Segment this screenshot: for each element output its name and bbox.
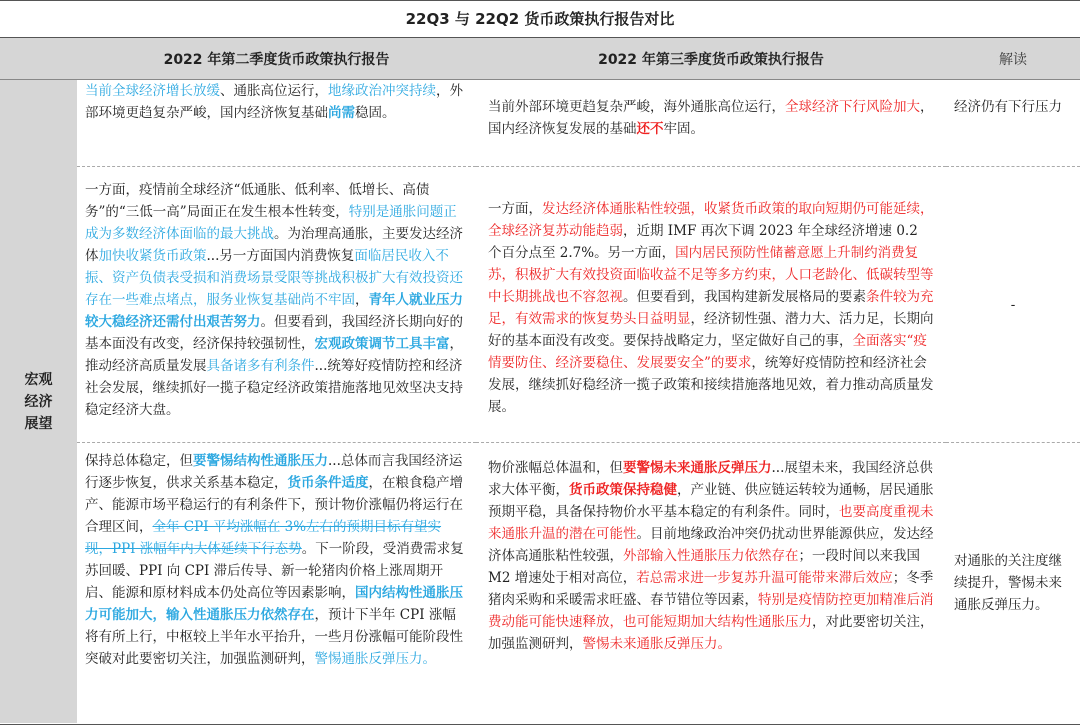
text-segment: 地缘政治冲突持续	[328, 83, 436, 99]
text-segment: 全面落实“疫情要防住、经济要稳住、发展要安全”的要求	[488, 333, 927, 371]
text-segment: 。目前地缘政治冲突仍扰动世界能源供应，发达经济体高通胀粘性较强，	[488, 526, 934, 564]
text-segment: 尚需	[328, 105, 355, 121]
text-segment: 具备诸多有利条件	[206, 358, 315, 374]
text-segment: 牢固。	[663, 121, 704, 137]
q2-row-1	[77, 80, 476, 166]
text-segment: 还不	[636, 121, 664, 137]
q2-row-3	[77, 442, 476, 723]
text-segment: 。但要看到，我国构建新发展格局的要素	[623, 289, 866, 305]
text-segment: ，对此要密切关注，加强监测研判，	[488, 614, 934, 652]
text-segment: 。为治理高通胀，主要发达经济体	[85, 226, 463, 264]
text-segment: 特别是疫情防控更加精准后消费动能可能快速释放，也可能短期加大结构性通胀压力	[488, 592, 934, 630]
interp-row-3: 对通胀的关注度继续提升，警惕未来通胀反弹压力。	[946, 442, 1080, 723]
text-segment: ...总体而言我国经济运行逐步恢复，供求关系基本稳定，	[85, 453, 463, 491]
text-segment: ，	[355, 292, 369, 308]
q3-row-2	[476, 166, 946, 442]
text-segment: 一方面，疫情前全球经济“低通胀、低利率、低增长、高债务”的“三低一高”局面正在发生根本性转变，	[85, 182, 430, 220]
text-segment: ...统筹好疫情防控和经济社会发展，继续抓好一揽子稳定经济政策措施落地见效坚决支持稳定经济大盘。	[85, 358, 463, 418]
text-segment: ，预计下半年 CPI 涨幅将有所上行，中枢较上半年水平抬升，一些月份涨幅可能阶段性突破对此要密切关注，加强监测研判，	[85, 607, 463, 667]
text-segment: 、通胀高位运行，	[220, 83, 328, 99]
q3-row-3	[476, 442, 946, 723]
text-segment: 保持总体稳定，但	[85, 453, 193, 469]
text-segment: 。下一阶段，受消费需求复苏回暖、PPI 向 CPI 滞后传导、新一轮猪肉价格上涨周期开启、能源和原材料成本仍处高位等因素影响，	[85, 541, 464, 601]
header-interp: 解读	[999, 51, 1027, 68]
text-segment: ，外部环境更趋复杂严峻，国内经济恢复基础	[85, 83, 463, 121]
interp-row-1: 经济仍有下行压力	[954, 99, 1062, 115]
text-segment: ...展望未来，我国经济总供求大体平衡，	[488, 460, 933, 498]
text-segment: ，近期 IMF 再次下调 2023 年全球经济增速 0.2 个百分点至 2.7%。另一方面，	[488, 223, 918, 261]
text-segment: 当前全球经济增长放缓	[85, 83, 220, 99]
text-segment: 面临居民收入不振、资产负债表受损和消费场景受限等挑战积极扩大有效投资还存在一些难点堵点，服务业恢复基础尚不牢固	[85, 248, 463, 308]
text-segment: 国内结构性通胀压力可能加大，输入性通胀压力依然存在	[85, 585, 463, 623]
text-segment: 要警惕结构性通胀压力	[193, 453, 328, 469]
header-q3: 2022 年第三季度货币政策执行报告	[598, 51, 824, 68]
text-segment: 警惕通胀反弹压力。	[314, 651, 436, 667]
text-segment: 青年人就业压力较大稳经济还需付出艰苦努力	[85, 292, 463, 330]
text-segment: 国内居民预防性储蓄意愿上升制约消费复苏，积极扩大有效投资面临收益不足等多方约束，人口老龄化、低碳转型等中长期挑战也不容忽视	[488, 245, 934, 305]
text-segment: ，推动经济高质量发展	[85, 336, 463, 374]
text-segment: 物价涨幅总体温和，但	[488, 460, 623, 476]
text-segment: 也要高度重视未来通胀升温的潜在可能性	[488, 504, 934, 542]
text-segment: 。但要看到，我国经济长期向好的基本面没有改变，经济保持较强韧性，	[85, 314, 463, 352]
q3-row-1	[476, 80, 946, 166]
text-segment: ；冬季猪肉采购和采暖需求旺盛、春节错位等因素，	[488, 570, 934, 608]
text-segment: 货币条件适度	[287, 475, 369, 491]
interp-row-2: -	[946, 166, 1080, 442]
header-q2: 2022 年第二季度货币政策执行报告	[163, 51, 390, 68]
text-segment: ，经济韧性强、潜力大、活力足，长期向好的基本面没有改变。要保持战略定力，坚定做好自己的事，	[488, 311, 934, 349]
text-segment: 宏观政策调节工具丰富	[314, 336, 450, 352]
text-segment: ，在粮食稳产增产、能源市场平稳运行的有利条件下，预计物价涨幅仍将运行在合理区间，	[85, 475, 463, 535]
text-segment: 一方面，	[488, 201, 542, 217]
table-header	[0, 38, 1080, 80]
q2-row-2	[77, 166, 476, 442]
text-segment: ，统筹好疫情防控和经济社会发展，继续抓好稳经济一揽子政策和接续措施落地见效，着力推动高质量发展。	[488, 355, 934, 415]
comparison-table	[0, 80, 1080, 725]
text-segment: 当前外部环境更趋复杂严峻，海外通胀高位运行，	[488, 99, 785, 115]
text-segment: 发达经济体通胀粘性较强，收紧货币政策的取向短期仍可能延续，全球经济复苏动能趋弱	[488, 201, 934, 239]
page-title: 22Q3 与 22Q2 货币政策执行报告对比	[0, 0, 1080, 38]
text-segment: 条件较为充足，有效需求的恢复势头日益明显	[488, 289, 934, 327]
text-segment: 特别是通胀问题正成为多数经济体面临的最大挑战	[85, 204, 457, 242]
text-segment: 稳固。	[355, 105, 396, 121]
text-segment: ，产业链、供应链运转较为通畅，居民通胀预期平稳，具备保持物价水平基本稳定的有利条件。同时，	[488, 482, 934, 520]
header-blank	[0, 38, 77, 79]
text-segment: 货币政策保持稳健	[569, 482, 677, 498]
text-segment: ...另一方面国内消费恢复	[206, 248, 355, 264]
text-segment: 警惕未来通胀反弹压力。	[582, 636, 731, 652]
row-group-label: 宏观经济展望	[0, 80, 77, 723]
text-segment: 若总需求进一步复苏升温可能带来滞后效应	[636, 570, 893, 586]
text-segment: 全年 CPI 平均涨幅在 3%左右的预期目标有望实现，PPI 涨幅年内大体延续下行态势	[85, 519, 442, 557]
text-segment: ，国内经济恢复发展的基础	[488, 99, 934, 137]
text-segment: 加快收紧货币政策	[98, 248, 207, 264]
text-segment: 全球经济下行风险加大	[785, 99, 920, 115]
text-segment: 要警惕未来通胀反弹压力	[623, 460, 772, 476]
text-segment: 外部输入性通胀压力依然存在	[623, 548, 799, 564]
text-segment: ；一段时间以来我国 M2 增速处于相对高位，	[488, 548, 920, 586]
